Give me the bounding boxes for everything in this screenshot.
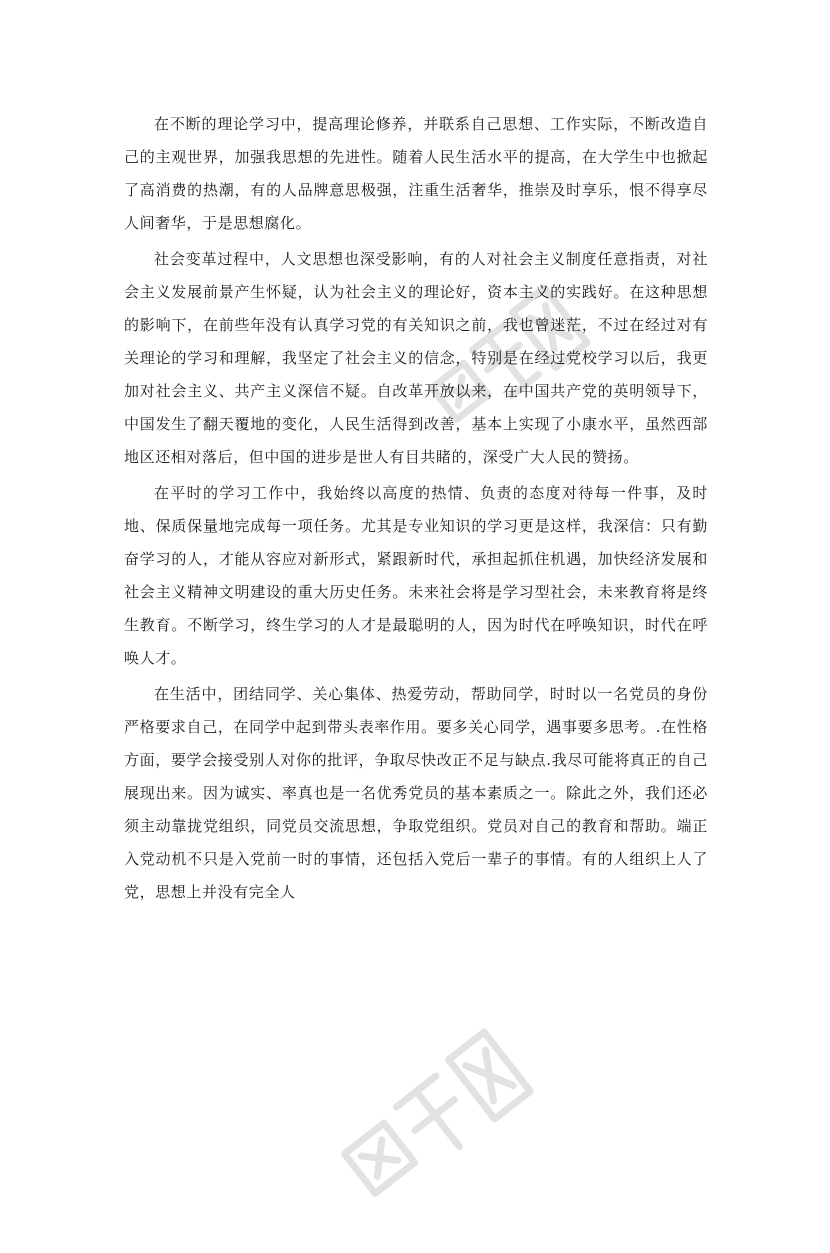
document-body — [124, 108, 708, 909]
paragraph-1: 在不断的理论学习中，提高理论修养，并联系自己思想、工作实际，不断改造自己的主观世界，加强我思想的先进性。随着人民生活水平的提高，在大学生中也掀起了高消费的热潮，有的人品牌意思极强，注重生活奢华，推崇及时享乐，恨不得享尽人间奢华，于是思想腐化。 — [124, 115, 708, 232]
paragraph-2: 社会变革过程中，人文思想也深受影响，有的人对社会主义制度任意指责，对社会主义发展前景产生怀疑，认为社会主义的理论好，资本主义的实践好。在这种思想的影响下，在前些年没有认真学习党的有关知识之前，我也曾迷茫，不过在经过对有关理论的学习和理解，我坚定了社会主义的信念，特别是在经过党校学习以后，我更加对社会主义、共产主义深信不疑。自改革开放以来，在中国共产党的英明领导下，中国发生了翻天覆地的变化，人民生活得到改善，基本上实现了小康水平，虽然西部地区还相对落后，但中国的进步是世人有目共睹的，深受广大人民的赞扬。 — [124, 250, 708, 466]
paragraph-3: 在平时的学习工作中，我始终以高度的热情、负责的态度对待每一件事，及时地、保质保量地完成每一项任务。尤其是专业知识的学习更是这样，我深信：只有勤奋学习的人，才能从容应对新形式，紧跟新时代，承担起抓住机遇，加快经济发展和社会主义精神文明建设的重大历史任务。未来社会将是学习型社会，未来教育将是终生教育。不断学习，终生学习的人才是最聪明的人，因为时代在呼唤知识，时代在呼唤人才。 — [124, 484, 708, 667]
paragraph-4: 在生活中，团结同学、关心集体、热爱劳动，帮助同学，时时以一名党员的身份严格要求自己，在同学中起到带头表率作用。要多关心同学，遇事要多思考。.在性格方面，要学会接受别人对你的批评，争取尽快改正不足与缺点.我尽可能将真正的自己展现出来。因为诚实、率真也是一名优秀党员的基本素质之一。除此之外，我们还必须主动靠拢党组织，同党员交流思想，争取党组织。党员对自己的教育和帮助。端正入党动机不只是入党前一时的事情，还包括入党后一辈子的事情。有的人组织上人了党，思想上并没有完全人 — [124, 685, 708, 901]
watermark-stamp-bottom — [310, 1007, 570, 1253]
